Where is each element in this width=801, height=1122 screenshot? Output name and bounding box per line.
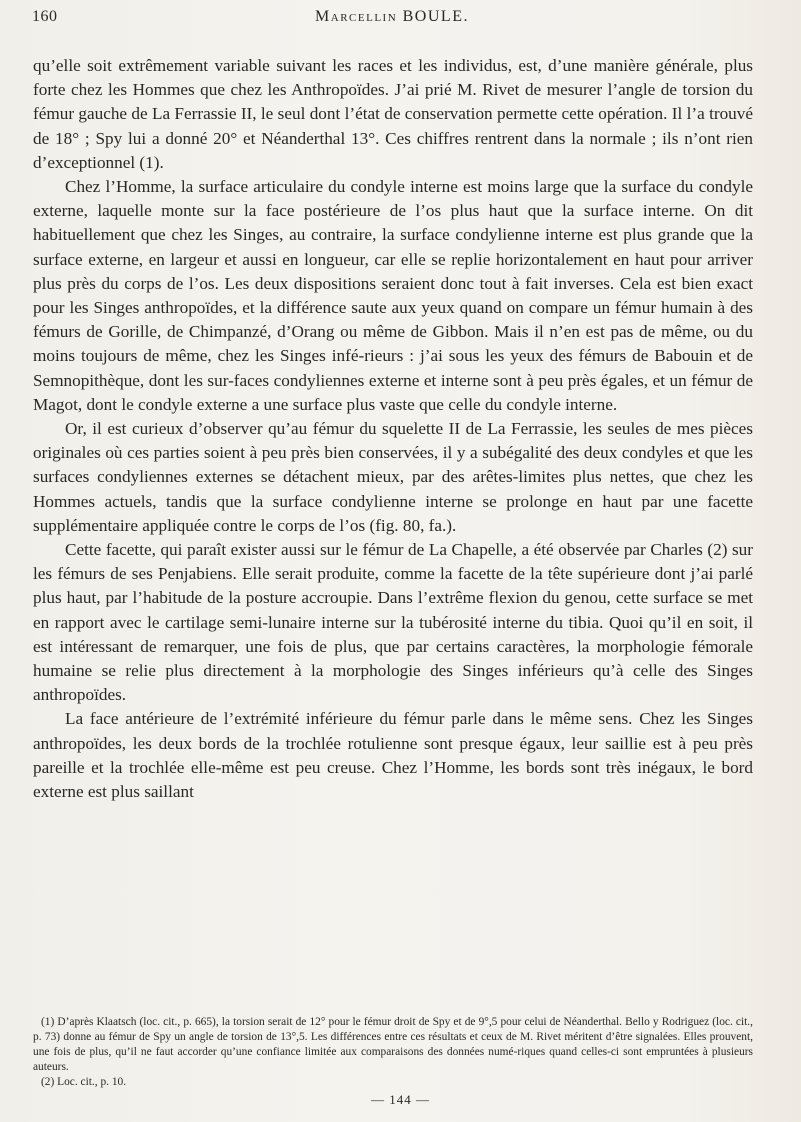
footnotes	[33, 1015, 753, 1090]
paragraph: qu’elle soit extrêmement variable suivant les races et les individus, est, d’une manière générale, plus forte chez les Hommes que chez les Anthropoïdes. J’ai prié M. Rivet de mesurer l’angle de torsion du fémur gauche de La Ferrassie II, le seul dont l’état de conservation permette cette opération. Il l’a trouvé de 18° ; Spy lui a donné 20° et Néanderthal 13°. Ces chiffres rentrent dans la normale ; ils n’ont rien d’exceptionnel (1).	[33, 56, 753, 172]
paragraph: Or, il est curieux d’observer qu’au fémur du squelette II de La Ferrassie, les seules de mes pièces originales où ces parties soient à peu près bien conservées, il y a subégalité des deux condyles et que les surfaces condyliennes externes se détachent mieux, par des arêtes-limites plus nettes, que chez les Hommes actuels, tandis que la surface condylienne interne se prolonge en haut par une facette supplémentaire appliquée contre le corps de l’os (fig. 80, fa.).	[33, 419, 753, 535]
paragraph: Chez l’Homme, la surface articulaire du condyle interne est moins large que la surface du condyle externe, laquelle monte sur la face postérieure de l’os plus haut que la surface interne. On dit habituellement que chez les Singes, au contraire, la surface condylienne interne est plus grande que la surface externe, en largeur et aussi en longueur, car elle se replie horizontalement en haut pour arriver plus près du corps de l’os. Les deux dispositions seraient donc tout à fait inverses. Cela est bien exact pour les Singes anthropoïdes, et la différence saute aux yeux quand on compare un fémur humain à des fémurs de Gorille, de Chimpanzé, d’Orang ou même de Gibbon. Mais il n’en est pas de même, ou du moins toujours de même, chez les Singes infé-rieurs : j’ai sous les yeux des fémurs de Babouin et de Semnopithèque, dont les sur-faces condyliennes externe et interne sont à peu près égales, et un fémur de Magot, dont le condyle externe a une surface plus vaste que celle du condyle interne.	[33, 177, 753, 414]
running-head: Marcellin BOULE.	[315, 8, 469, 25]
paragraph: Cette facette, qui paraît exister aussi sur le fémur de La Chapelle, a été observée par Charles (2) sur les fémurs de ses Penjabiens. Elle serait produite, comme la facette de la tête supérieure dont j’ai parlé plus haut, par l’habitude de la posture accroupie. Dans l’extrême flexion du genou, cette surface se met en rapport avec le cartilage semi-lunaire interne sur la tubérosité interne du tibia. Quoi qu’il en soit, il est intéressant de remarquer, une fois de plus, que par certains caractères, la morphologie fémorale humaine se relie plus directement à la morphologie des Singes inférieurs qu’à celle des Singes anthropoïdes.	[33, 540, 753, 705]
footnote: (2) Loc. cit., p. 10.	[41, 1076, 127, 1088]
body-text	[33, 54, 753, 804]
paragraph: La face antérieure de l’extrémité inférieure du fémur parle dans le même sens. Chez les Singes anthropoïdes, les deux bords de la trochlée rotulienne sont presque égaux, leur saillie est à peu près pareille et la trochlée elle-même est peu creuse. Chez l’Homme, les bords sont très inégaux, le bord externe est plus saillant	[33, 709, 753, 802]
signature-mark: — 144 —	[371, 1092, 430, 1107]
page-header	[32, 8, 752, 34]
footnote: (1) D’après Klaatsch (loc. cit., p. 665), la torsion serait de 12° pour le fémur droit de Spy et de 9°,5 pour celui de Néanderthal. Bello y Rodriguez (loc. cit., p. 73) donne au fémur de Spy un angle de torsion de 13°,5. Les différences entre ces résultats et ceux de M. Rivet méritent d’être signalées. Elles prouvent, une fois de plus, qu’il ne faut accorder qu’une confiance limitée aux comparaisons des données numé-riques quand celles-ci sont empruntées à plusieurs auteurs.	[33, 1016, 753, 1073]
page-number: 160	[32, 8, 58, 25]
